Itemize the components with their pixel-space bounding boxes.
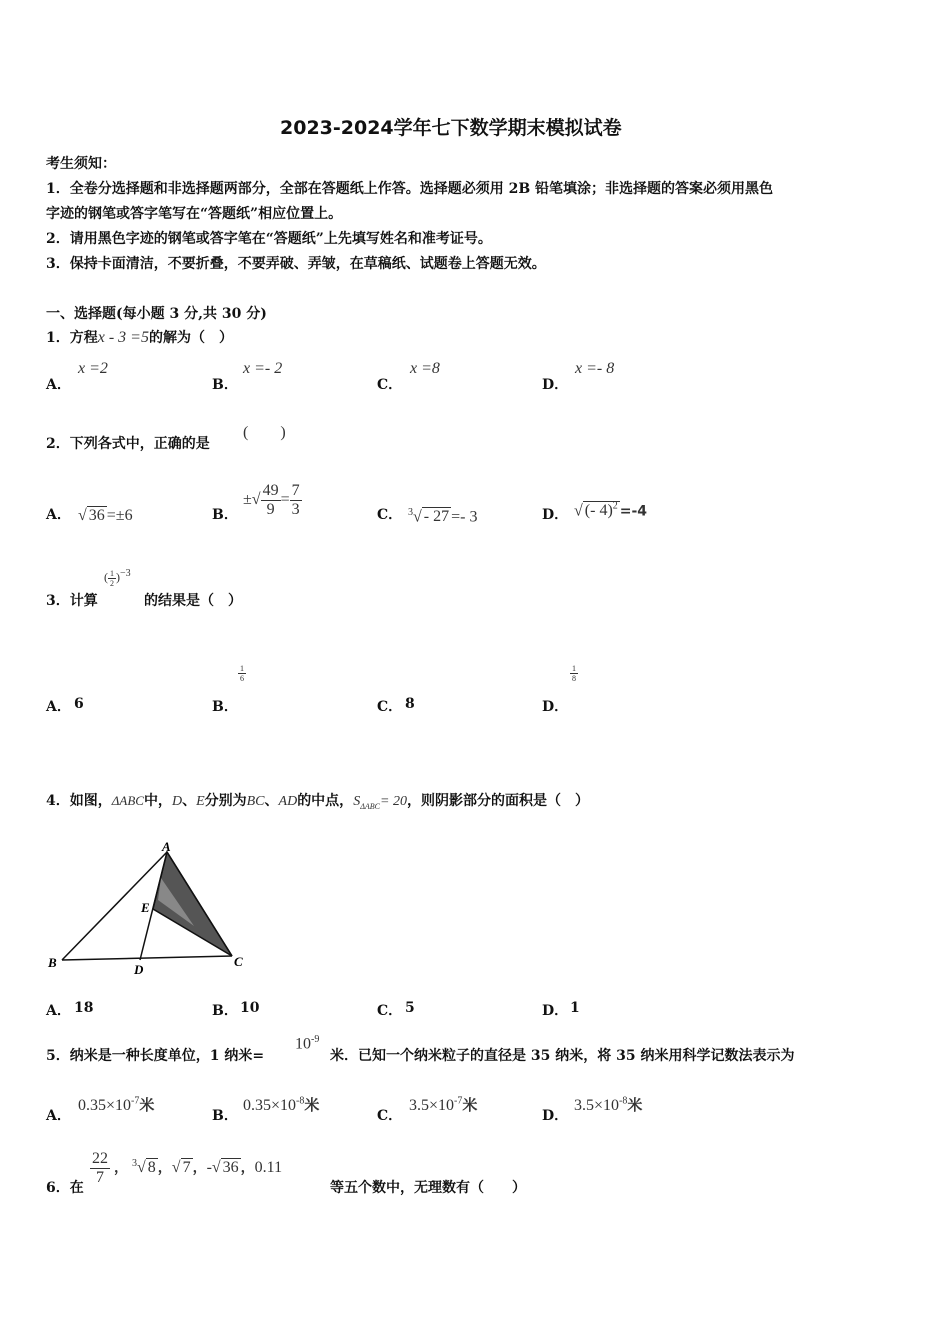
q4-triangle: ΔABC — [111, 793, 144, 808]
q2-b-pm: ± — [243, 491, 252, 509]
q5-d-unit: 米 — [627, 1098, 643, 1114]
q3-b-den: 6 — [240, 674, 244, 683]
q5-option-a-label: A． — [46, 1108, 71, 1124]
q6-sqrt7: 7 — [182, 1159, 191, 1177]
q3-option-a-label: A． — [46, 699, 71, 715]
q1-equation: x - 3 =5 — [97, 329, 149, 346]
q6-stem-end: 等五个数中，无理数有（ ） — [330, 1180, 526, 1196]
q5-option-a — [78, 1094, 154, 1115]
q2-a-radicand: 36 — [88, 507, 105, 524]
q6-comma-2: ， — [157, 1161, 172, 1177]
page-title: 2023-2024学年七下数学期末模拟试卷 — [280, 117, 622, 139]
q2-b-frac — [261, 482, 281, 519]
q1-option-c: x =8 — [410, 360, 440, 377]
notice-heading: 考生须知： — [46, 156, 116, 172]
q2-option-d: √ (- 4)$^2$ =-4 — [574, 501, 648, 520]
q3-base-num: 1 — [110, 568, 114, 578]
q3-base-frac — [108, 569, 116, 588]
q4-label-b: B — [48, 955, 57, 970]
q4-s-val: = 20 — [380, 794, 407, 809]
q2-option-b: ±√ $\frac{49}{9}$ = $\frac{7}{3}$ — [243, 482, 300, 518]
q6-comma-4: ， — [240, 1161, 255, 1177]
q2-paren: ( ) — [243, 424, 286, 441]
q2-option-a-label: A． — [46, 507, 71, 523]
q2-b-result — [290, 482, 302, 519]
q3-power: ( $\frac{1}{2}$ )$^{-3}$ — [104, 568, 131, 588]
q4-s: S — [353, 794, 361, 809]
q5-option-c — [409, 1094, 477, 1115]
q6-neg-sqrt: 36 — [222, 1159, 239, 1177]
q2-c-index: 3 — [408, 507, 413, 518]
q1-stem-end: 的解为（ ） — [148, 330, 233, 346]
q4-stem-3: 分别为 — [204, 793, 247, 809]
notice-line: 字迹的钢笔或答字笔写在“答题纸”相应位置上。 — [46, 206, 343, 222]
q5-d-exp: -8 — [619, 1095, 628, 1107]
q4-s-sub: ΔABC — [360, 801, 380, 811]
q4-option-d: 1 — [570, 1000, 580, 1016]
q1-option-b: x =- 2 — [243, 360, 283, 377]
q1-option-a-label: A． — [46, 377, 71, 393]
q6-repeating-decimal: 0.11 — [254, 1159, 283, 1177]
q6-comma-1: ， — [114, 1161, 128, 1177]
q2-b-den: 9 — [266, 501, 275, 518]
q3-option-b-label: B． — [212, 699, 238, 715]
q4-stem-5: ，则阴影部分的面积是（ ） — [406, 793, 589, 809]
q4-option-b-label: B． — [212, 1003, 238, 1019]
q2-a-rest: =±6 — [106, 507, 133, 524]
q3-stem-end: 的结果是（ ） — [144, 593, 242, 609]
q4-option-c: 5 — [405, 1000, 415, 1016]
q4-option-a: 18 — [74, 1000, 94, 1016]
q5-b-unit: 米 — [304, 1098, 320, 1114]
q4-stem-2: 中， — [143, 793, 172, 809]
q5-b-coef: 0.35×10 — [243, 1097, 297, 1114]
q3-option-c: 8 — [405, 696, 415, 712]
q4-label-a: A — [162, 839, 171, 854]
notice-line: 3．保持卡面清洁，不要折叠，不要弄破、弄皱，在草稿纸、试题卷上答题无效。 — [46, 256, 546, 272]
q3-option-b — [238, 664, 246, 683]
q4-sep: 、 — [182, 793, 197, 809]
q5-c-coef: 3.5×10 — [409, 1097, 455, 1114]
q1-option-b-label: B． — [212, 377, 238, 393]
q2-d-exp: 2 — [612, 501, 618, 512]
question-4 — [46, 790, 589, 811]
q5-b-exp: -8 — [296, 1095, 305, 1107]
q2-b-num: 49 — [262, 482, 279, 499]
notice-line: 1．全卷分选择题和非选择题两部分，全部在答题纸上作答。选择题必须用 2B 铅笔填涂；非选择题的答案必须用黑色 — [46, 181, 774, 197]
q3-option-d-label: D． — [542, 699, 569, 715]
q6-number-list: $\frac{22}{7}$ ， $^3$√ 8 ，√ 7 ，-√ 36 ，0.11 — [92, 1150, 283, 1186]
q6-cbrt-radicand: 8 — [147, 1159, 156, 1177]
q5-a-unit: 米 — [139, 1098, 155, 1114]
q5-option-d — [574, 1094, 642, 1115]
q1-option-d: x =- 8 — [575, 360, 615, 377]
q3-d-frac — [570, 664, 578, 683]
q4-side-ab — [62, 852, 167, 960]
q4-point-e: E — [196, 794, 205, 809]
q6-fraction — [90, 1150, 110, 1187]
q3-stem: 3．计算 — [46, 593, 98, 609]
q6-cbrt-index: 3 — [132, 1157, 137, 1169]
q4-stem: 4．如图， — [46, 793, 112, 809]
q5-option-b — [243, 1094, 319, 1115]
q1-stem: 1．方程 — [46, 330, 98, 346]
q4-option-d-label: D． — [542, 1003, 569, 1019]
q5-unit-exp: -9 — [311, 1034, 320, 1045]
q1-option-d-label: D． — [542, 377, 569, 393]
q2-c-radicand: - 27 — [423, 508, 450, 526]
q2-b-eq: = — [280, 491, 290, 509]
q4-sep-2: 、 — [264, 793, 279, 809]
q2-c-rest: =- 3 — [451, 508, 478, 526]
notice-line: 2．请用黑色字迹的钢笔或答字笔在“答题纸”上先填写姓名和准考证号。 — [46, 231, 492, 247]
q3-d-den: 8 — [572, 674, 576, 683]
q4-triangle-figure — [44, 836, 259, 976]
q1-option-c-label: C． — [377, 377, 403, 393]
q5-unit — [295, 1034, 319, 1053]
q4-side-bc — [62, 956, 232, 960]
q3-base-den: 2 — [110, 578, 114, 588]
q5-c-exp: -7 — [454, 1095, 463, 1107]
q5-stem: 5．纳米是一种长度单位，1 纳米= — [46, 1048, 265, 1064]
q6-comma-3: ， — [192, 1161, 207, 1177]
q3-option-c-label: C． — [377, 699, 403, 715]
q2-option-b-label: B． — [212, 507, 238, 523]
q6-f-num: 22 — [92, 1150, 108, 1167]
section-heading: 一、选择题(每小题 3 分,共 30 分) — [46, 306, 267, 322]
q6-neg-sign: - — [206, 1159, 212, 1177]
question-1 — [46, 327, 233, 347]
q5-c-unit: 米 — [462, 1098, 478, 1114]
q5-option-d-label: D． — [542, 1108, 569, 1124]
q3-b-frac — [238, 664, 246, 683]
q4-point-d: D — [171, 794, 183, 809]
q5-option-b-label: B． — [212, 1108, 238, 1124]
q5-unit-base: 10 — [295, 1035, 311, 1053]
q2-b-rden: 3 — [291, 501, 300, 518]
q3-b-num: 1 — [240, 664, 244, 673]
q3-option-d — [570, 664, 578, 683]
q4-label-d: D — [134, 962, 144, 976]
q4-stem-4: 的中点， — [297, 793, 354, 809]
q6-stem: 6．在 — [46, 1180, 84, 1196]
q2-d-radicand — [583, 501, 620, 519]
q3-option-a: 6 — [74, 696, 84, 712]
q1-option-a: x =2 — [78, 360, 108, 377]
q2-option-c: $^3$√ - 27 =- 3 — [408, 507, 478, 526]
q5-a-exp: -7 — [131, 1095, 140, 1107]
q3-d-num: 1 — [572, 664, 576, 673]
q5-option-c-label: C． — [377, 1108, 403, 1124]
q4-segment-bc: BC — [246, 794, 265, 809]
q2-d-base: (- 4) — [584, 502, 613, 520]
q4-label-e: E — [141, 900, 150, 915]
q2-b-rnum: 7 — [291, 482, 300, 499]
q2-stem: 2．下列各式中，正确的是 — [46, 436, 210, 452]
q4-area-symbol — [353, 794, 407, 809]
q6-f-den: 7 — [90, 1168, 110, 1187]
q4-segment-ad: AD — [278, 794, 298, 809]
q3-exponent: −3 — [120, 568, 131, 579]
q2-d-rest: =-4 — [619, 503, 648, 520]
q2-option-a: √ 36 =±6 — [78, 507, 133, 524]
q2-option-c-label: C． — [377, 507, 403, 523]
q4-option-c-label: C． — [377, 1003, 403, 1019]
q5-d-coef: 3.5×10 — [574, 1097, 620, 1114]
q2-option-d-label: D． — [542, 507, 569, 523]
q4-option-a-label: A． — [46, 1003, 71, 1019]
q4-label-c: C — [234, 954, 243, 969]
q5-stem-end: 米．已知一个纳米粒子的直径是 35 纳米，将 35 纳米用科学记数法表示为 — [330, 1048, 795, 1064]
q4-option-b: 10 — [240, 1000, 260, 1016]
q5-a-coef: 0.35×10 — [78, 1097, 132, 1114]
